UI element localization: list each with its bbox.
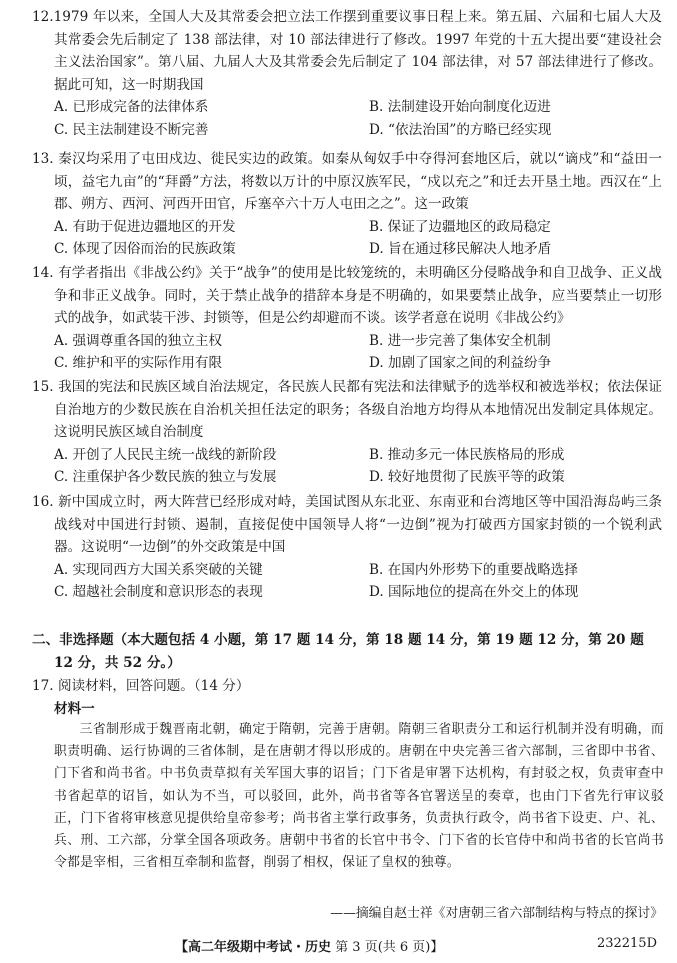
option-a: A. 开创了人民民主统一战线的新阶段 (54, 446, 277, 463)
option-d: D. “依法治国”的方略已经实现 (369, 121, 552, 138)
option-a: A. 有助于促进边疆地区的开发 (54, 218, 236, 235)
question-stem: 13. 秦汉均采用了屯田戍边、徙民实边的政策。如秦从匈奴手中夺得河套地区后，就以“谪戍”和“益田一顷，益宅九亩”的“拜爵”方法，将数以万计的中原汉族军民，“戍以充之”和迁去开垦土地。西汉在“上郡、朔方、西河、河西开田官，斥塞卒六十万人屯田之之”。这一政策 (32, 151, 662, 213)
question-options (54, 96, 662, 141)
option-c: C. 维护和平的实际作用有限 (54, 355, 223, 372)
material-source: ——摘编自赵士祥《对唐朝三省六部制结构与特点的探讨》 (330, 906, 663, 921)
option-d: D. 国际地位的提高在外交上的体现 (369, 584, 579, 601)
footer-title-group (175, 936, 443, 955)
section-heading: 二、非选择题（本大题包括 4 小题，第 17 题 14 分，第 18 题 14 分，第 19 题 12 分，第 20 题 12 分，共 52 分。） (32, 632, 644, 671)
option-b: B. 进一步完善了集体安全机制 (369, 332, 551, 349)
question-15 (32, 376, 662, 489)
option-c: C. 民主法制建设不断完善 (54, 121, 209, 138)
option-d: D. 旨在通过移民解决人地矛盾 (369, 241, 552, 258)
footer-page-number: 第 3 页(共 6 页)】 (335, 940, 444, 955)
option-b: B. 在国内外形势下的重要战略选择 (369, 561, 578, 578)
option-b: B. 保证了边疆地区的政局稳定 (369, 218, 551, 235)
option-c: C. 超越社会制度和意识形态的表现 (54, 584, 263, 601)
question-stem: 16. 新中国成立时，两大阵营已经形成对峙，美国试图从东北亚、东南亚和台湾地区等中国沿海岛屿三条战线对中国进行封锁、遏制，直接促使中国领导人将“一边倒”视为打破西方国家封锁的一个锐利武器。这说明“一边倒”的外交政策是中国 (32, 494, 662, 556)
question-12 (32, 6, 662, 142)
footer-title: 【高二年级期中考试・历史 (175, 940, 332, 955)
question-options (54, 444, 662, 489)
question-stem: 14. 有学者指出《非战公约》关于“战争”的使用是比较笼统的，未明确区分侵略战争和自卫战争、正义战争和非正义战争。同时，关于禁止战争的措辞本身是不明确的，如果要禁止战争，应当要禁止一切形式的战争，如武装干涉、封锁等，但是公约却避而不谈。该学者意在说明《非战公约》 (32, 265, 662, 327)
material-title: 材料一 (54, 701, 95, 717)
question-16 (32, 491, 662, 604)
page-footer (0, 934, 677, 958)
option-b: B. 推动多元一体民族格局的形成 (369, 446, 565, 463)
option-a: A. 已形成完备的法律体系 (54, 99, 209, 116)
question-stem: 15. 我国的宪法和民族区域自治法规定，各民族人民都有宪法和法律赋予的选举权和被选举权；依法保证自治地方的少数民族在自治机关担任法定的职务；各级自治地方均得从本地情况出发制定具体规定。这说明民族区域自治制度 (32, 379, 662, 441)
question-13 (32, 148, 662, 261)
question-14 (32, 262, 662, 375)
footer-code: 232215D (596, 936, 657, 951)
option-b: B. 法制建设开始向制度化迈进 (369, 99, 551, 116)
question-stem: 12.1979 年以来，全国人大及其常委会把立法工作摆到重要议事日程上来。第五届、六届和七届人大及其常委会先后制定了 138 部法律，对 10 部法律进行了修改。1997 年党的十五大提出要“建设社会主义法治国家”。第八届、九届人大及其常委会先后制定了 104 部法律，对 57 部法律进行了修改。据此可知，这一时期我国 (32, 9, 662, 93)
question-options (54, 330, 662, 375)
option-d: D. 较好地贯彻了民族平等的政策 (369, 469, 565, 486)
question-options (54, 559, 662, 604)
option-c: C. 注重保护各少数民族的独立与发展 (54, 469, 277, 486)
option-c: C. 体现了因俗而治的民族政策 (54, 241, 236, 258)
option-a: A. 实现同西方大国关系突破的关键 (54, 561, 263, 578)
material-body: 三省制形成于魏晋南北朝，确定于隋朝，完善于唐朝。隋朝三省职责分工和运行机制并没有明确，而职责明确、运行协调的三省体制，是在唐朝才得以形成的。唐朝在中央完善三省六部制，三省即中书省、门下省和尚书省。中书负责草拟有关军国大事的诏旨；门下省是审署下达机构，有封驳之权，负责审查中书省起草的诏旨，如认为不当，可以驳回，此外，尚书省等各官署送呈的奏章，也由门下省先行审议驳正，门下省将审核意见提供给皇帝参考；尚书省主掌行政事务，负责执行政令，尚书省下设吏、户、礼、兵、刑、工六部，分掌全国各项政务。唐朝中书省的长官中书令、门下省的长官侍中和尚书省的长官尚书令都是宰相，三省相互牵制和监督，削弱了相权，保证了皇权的独尊。 (54, 722, 664, 871)
question-options (54, 216, 662, 261)
option-a: A. 强调尊重各国的独立主权 (54, 332, 222, 349)
option-d: D. 加剧了国家之间的利益纷争 (369, 355, 552, 372)
question-17-heading: 17. 阅读材料，回答问题。（14 分） (32, 678, 250, 694)
